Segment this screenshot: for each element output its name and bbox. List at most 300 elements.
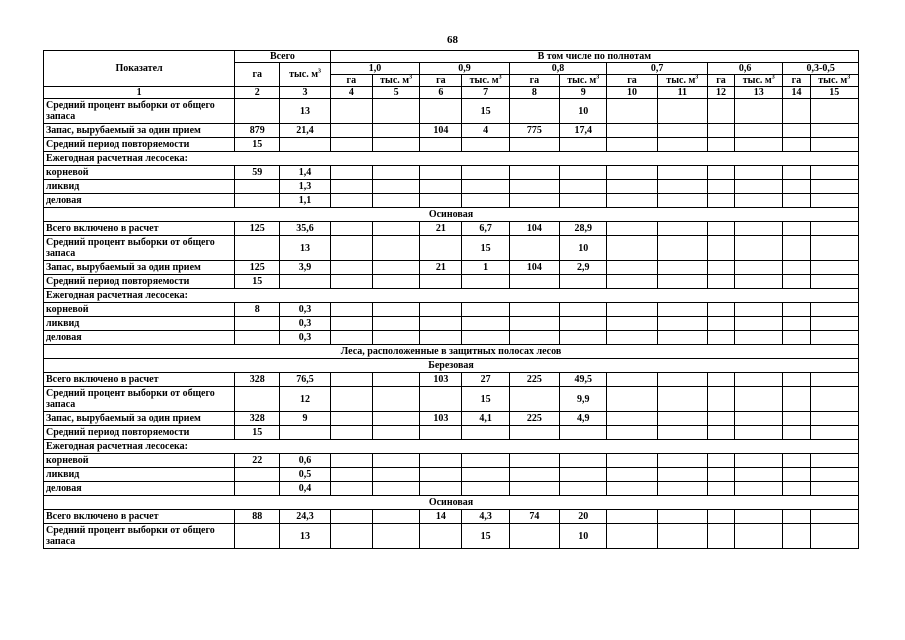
total-ha-header: га <box>235 63 280 87</box>
table-cell <box>607 468 657 482</box>
table-cell <box>372 482 419 496</box>
table-cell <box>607 331 657 345</box>
table-cell <box>607 426 657 440</box>
table-cell <box>657 331 707 345</box>
table-cell <box>330 524 372 549</box>
table-cell <box>235 331 280 345</box>
table-cell <box>607 236 657 261</box>
table-cell <box>509 482 559 496</box>
table-cell: 15 <box>235 138 280 152</box>
table-cell: 3,9 <box>280 261 330 275</box>
table-cell <box>607 387 657 412</box>
table-cell: 9,9 <box>560 387 607 412</box>
table-cell <box>657 412 707 426</box>
table-row <box>44 222 859 236</box>
table-cell <box>607 166 657 180</box>
table-cell: 20 <box>560 510 607 524</box>
table-cell <box>810 124 858 138</box>
table-cell <box>330 99 372 124</box>
table-cell <box>783 99 810 124</box>
table-cell <box>735 222 783 236</box>
column-number: 2 <box>235 87 280 99</box>
table-cell: 4,9 <box>560 412 607 426</box>
table-cell <box>607 412 657 426</box>
table-cell <box>330 166 372 180</box>
table-cell <box>810 194 858 208</box>
table-cell <box>235 482 280 496</box>
table-cell: 10 <box>560 524 607 549</box>
table-cell <box>509 331 559 345</box>
table-cell <box>509 166 559 180</box>
unit-ha-header: га <box>509 75 559 87</box>
table-cell <box>372 124 419 138</box>
table-cell <box>330 194 372 208</box>
table-cell <box>330 138 372 152</box>
table-cell <box>707 510 734 524</box>
table-cell: 14 <box>420 510 462 524</box>
table-cell <box>607 454 657 468</box>
table-cell <box>783 138 810 152</box>
column-number: 15 <box>810 87 858 99</box>
table-cell <box>810 426 858 440</box>
table-cell <box>607 303 657 317</box>
table-cell <box>509 303 559 317</box>
table-cell <box>560 426 607 440</box>
unit-m3-header: тыс. $м^3$ <box>657 75 707 87</box>
table-cell <box>330 331 372 345</box>
table-cell: 13 <box>280 236 330 261</box>
table-row <box>44 236 859 261</box>
table-cell <box>509 454 559 468</box>
table-cell: 74 <box>509 510 559 524</box>
table-cell <box>783 180 810 194</box>
table-cell: 104 <box>509 261 559 275</box>
table-cell <box>420 331 462 345</box>
table-cell <box>607 124 657 138</box>
table-cell <box>372 373 419 387</box>
table-cell: 35,6 <box>280 222 330 236</box>
column-number: 11 <box>657 87 707 99</box>
table-cell: 1,4 <box>280 166 330 180</box>
table-cell <box>607 194 657 208</box>
table-cell <box>810 236 858 261</box>
table-row <box>44 468 859 482</box>
row-label: Всего включено в расчет <box>44 373 235 387</box>
column-number: 13 <box>735 87 783 99</box>
table-cell <box>509 426 559 440</box>
table-cell <box>330 303 372 317</box>
section-title: Березовая <box>44 359 859 373</box>
table-row <box>44 331 859 345</box>
table-cell <box>707 373 734 387</box>
column-number: 4 <box>330 87 372 99</box>
table-cell <box>810 510 858 524</box>
table-cell <box>330 261 372 275</box>
table-cell: 328 <box>235 412 280 426</box>
table-cell <box>735 261 783 275</box>
table-row <box>44 124 859 138</box>
table-cell <box>462 303 509 317</box>
table-cell <box>810 222 858 236</box>
table-cell: 15 <box>235 426 280 440</box>
table-cell: 6,7 <box>462 222 509 236</box>
table-cell <box>607 482 657 496</box>
table-cell <box>372 524 419 549</box>
section-title: Леса, расположенные в защитных полосах лесов <box>44 345 859 359</box>
table-cell <box>810 387 858 412</box>
table-cell: 76,5 <box>280 373 330 387</box>
table-cell <box>810 138 858 152</box>
page-number: 68 <box>447 34 458 46</box>
header-row <box>44 51 859 63</box>
table-cell: 4,1 <box>462 412 509 426</box>
table-cell <box>420 303 462 317</box>
table-cell <box>810 261 858 275</box>
table-cell <box>235 468 280 482</box>
table-cell: 225 <box>509 412 559 426</box>
table-cell <box>707 236 734 261</box>
table-cell <box>657 261 707 275</box>
table-cell <box>810 99 858 124</box>
row-label: Запас, вырубаемый за один прием <box>44 261 235 275</box>
table-cell <box>810 482 858 496</box>
row-label: корневой <box>44 166 235 180</box>
row-label: Всего включено в расчет <box>44 222 235 236</box>
table-cell <box>810 166 858 180</box>
table-cell <box>607 524 657 549</box>
table-cell <box>420 166 462 180</box>
table-cell <box>509 387 559 412</box>
table-cell <box>420 138 462 152</box>
table-cell <box>372 236 419 261</box>
table-cell <box>560 180 607 194</box>
table-cell: 1,1 <box>280 194 330 208</box>
table-cell <box>783 426 810 440</box>
table-cell <box>707 275 734 289</box>
table-cell: 13 <box>280 524 330 549</box>
unit-m3-header: тыс. $м^3$ <box>372 75 419 87</box>
table-cell: 104 <box>420 124 462 138</box>
table-cell <box>707 124 734 138</box>
table-cell <box>607 275 657 289</box>
table-cell <box>735 468 783 482</box>
table-cell: 225 <box>509 373 559 387</box>
section-row <box>44 496 859 510</box>
table-cell <box>235 194 280 208</box>
table-cell <box>707 331 734 345</box>
table-cell <box>420 99 462 124</box>
column-number-row <box>44 87 859 99</box>
column-number: 8 <box>509 87 559 99</box>
table-row <box>44 99 859 124</box>
table-body <box>44 99 859 549</box>
table-cell <box>707 166 734 180</box>
table-cell <box>657 317 707 331</box>
table-cell <box>783 482 810 496</box>
table-cell <box>783 222 810 236</box>
table-cell: 125 <box>235 261 280 275</box>
table-row <box>44 412 859 426</box>
table-cell <box>330 510 372 524</box>
group-label: Ежегодная расчетная лесосека: <box>44 440 859 454</box>
table-cell <box>372 468 419 482</box>
table-cell <box>707 194 734 208</box>
table-cell <box>509 468 559 482</box>
table-cell <box>735 524 783 549</box>
table-row <box>44 510 859 524</box>
table-cell <box>707 482 734 496</box>
row-label: Средний период повторяемости <box>44 275 235 289</box>
table-cell <box>372 412 419 426</box>
table-cell <box>560 303 607 317</box>
density-header: 1,0 <box>330 63 420 75</box>
table-cell: 15 <box>462 236 509 261</box>
table-cell <box>735 387 783 412</box>
table-cell <box>560 482 607 496</box>
density-header: 0,7 <box>607 63 708 75</box>
table-cell <box>657 510 707 524</box>
table-cell <box>330 275 372 289</box>
table-cell <box>657 426 707 440</box>
column-number: 10 <box>607 87 657 99</box>
table-cell <box>420 524 462 549</box>
table-cell <box>657 524 707 549</box>
table-cell <box>372 454 419 468</box>
table-cell <box>783 124 810 138</box>
table-cell: 10 <box>560 99 607 124</box>
table-cell <box>735 275 783 289</box>
table-cell: 15 <box>235 275 280 289</box>
table-cell <box>810 412 858 426</box>
table-cell: 0,6 <box>280 454 330 468</box>
row-label: Средний процент выборки от общего запаса <box>44 387 235 412</box>
table-cell <box>707 468 734 482</box>
table-cell <box>735 331 783 345</box>
column-number: 14 <box>783 87 810 99</box>
table-cell: 1,3 <box>280 180 330 194</box>
table-cell: 12 <box>280 387 330 412</box>
table-cell <box>509 524 559 549</box>
table-cell: 4,3 <box>462 510 509 524</box>
table-cell <box>420 194 462 208</box>
row-label: ликвид <box>44 180 235 194</box>
row-label: Запас, вырубаемый за один прием <box>44 412 235 426</box>
table-cell: 9 <box>280 412 330 426</box>
by-density-header: В том числе по полнотам <box>330 51 858 63</box>
row-label: корневой <box>44 303 235 317</box>
table-cell <box>607 373 657 387</box>
table-cell <box>707 412 734 426</box>
table-cell <box>462 468 509 482</box>
table-cell <box>560 275 607 289</box>
table-cell <box>810 180 858 194</box>
table-cell <box>735 166 783 180</box>
table-row <box>44 303 859 317</box>
row-label: Запас, вырубаемый за один прием <box>44 124 235 138</box>
table-cell <box>330 426 372 440</box>
table-cell: 13 <box>280 99 330 124</box>
table-cell <box>280 275 330 289</box>
table-cell <box>810 524 858 549</box>
table-cell: 103 <box>420 373 462 387</box>
table-cell <box>330 236 372 261</box>
table-cell <box>372 166 419 180</box>
table-cell: 0,3 <box>280 303 330 317</box>
table-cell <box>783 510 810 524</box>
table-cell <box>372 510 419 524</box>
table-cell <box>560 194 607 208</box>
table-cell <box>657 194 707 208</box>
section-row <box>44 208 859 222</box>
table-cell <box>810 454 858 468</box>
table-cell <box>707 222 734 236</box>
table-cell <box>735 303 783 317</box>
table-cell <box>810 317 858 331</box>
table-cell <box>462 275 509 289</box>
table-cell <box>235 99 280 124</box>
column-number: 5 <box>372 87 419 99</box>
row-label: Средний процент выборки от общего запаса <box>44 524 235 549</box>
table-cell <box>783 412 810 426</box>
table-cell: 21 <box>420 222 462 236</box>
table-cell: 21 <box>420 261 462 275</box>
table-cell: 8 <box>235 303 280 317</box>
table-cell <box>462 180 509 194</box>
table-cell <box>707 99 734 124</box>
forest-allowance-table <box>43 50 859 549</box>
table-cell: 879 <box>235 124 280 138</box>
table-row <box>44 454 859 468</box>
table-cell <box>783 454 810 468</box>
table-cell <box>420 468 462 482</box>
row-label: Средний процент выборки от общего запаса <box>44 236 235 261</box>
section-row <box>44 359 859 373</box>
table-cell <box>783 331 810 345</box>
table-cell <box>707 303 734 317</box>
table-cell: 10 <box>560 236 607 261</box>
group-row <box>44 152 859 166</box>
table-cell <box>657 275 707 289</box>
table-cell <box>420 275 462 289</box>
table-cell <box>372 303 419 317</box>
table-cell <box>235 524 280 549</box>
table-cell <box>657 99 707 124</box>
table-cell <box>462 166 509 180</box>
column-number: 3 <box>280 87 330 99</box>
table-cell: 15 <box>462 524 509 549</box>
column-number: 1 <box>44 87 235 99</box>
table-cell: 0,5 <box>280 468 330 482</box>
table-cell <box>462 482 509 496</box>
table-row <box>44 387 859 412</box>
table-cell <box>657 468 707 482</box>
table-cell <box>607 99 657 124</box>
table-cell <box>810 468 858 482</box>
unit-ha-header: га <box>707 75 734 87</box>
table-cell: 4 <box>462 124 509 138</box>
table-cell <box>735 124 783 138</box>
table-cell <box>372 99 419 124</box>
table-cell <box>657 180 707 194</box>
table-cell <box>462 194 509 208</box>
table-cell <box>330 317 372 331</box>
table-cell <box>735 510 783 524</box>
table-cell <box>657 222 707 236</box>
table-cell <box>783 261 810 275</box>
table-cell <box>735 412 783 426</box>
table-cell: 59 <box>235 166 280 180</box>
row-label: деловая <box>44 482 235 496</box>
table-cell <box>560 138 607 152</box>
table-row <box>44 138 859 152</box>
table-cell <box>235 180 280 194</box>
table-cell <box>330 373 372 387</box>
table-cell <box>657 387 707 412</box>
table-cell <box>330 180 372 194</box>
table-cell <box>735 194 783 208</box>
table-cell <box>607 510 657 524</box>
table-cell <box>783 166 810 180</box>
total-m3-header: тыс. $м^3$ <box>280 63 330 87</box>
row-label: Всего включено в расчет <box>44 510 235 524</box>
table-cell <box>707 317 734 331</box>
table-row <box>44 275 859 289</box>
unit-m3-header: тыс. $м^3$ <box>735 75 783 87</box>
table-cell <box>509 317 559 331</box>
group-row <box>44 289 859 303</box>
table-cell: 125 <box>235 222 280 236</box>
table-cell <box>783 373 810 387</box>
group-row <box>44 440 859 454</box>
density-header: 0,6 <box>707 63 782 75</box>
table-cell <box>372 194 419 208</box>
table-row <box>44 180 859 194</box>
table-cell <box>657 236 707 261</box>
table-cell <box>420 482 462 496</box>
table-row <box>44 194 859 208</box>
table-cell <box>657 124 707 138</box>
row-label: ликвид <box>44 468 235 482</box>
unit-ha-header: га <box>420 75 462 87</box>
table-cell: 27 <box>462 373 509 387</box>
column-number: 12 <box>707 87 734 99</box>
table-cell <box>330 124 372 138</box>
table-cell <box>657 138 707 152</box>
table-cell <box>372 331 419 345</box>
table-cell <box>235 317 280 331</box>
table-cell <box>783 236 810 261</box>
table-cell <box>707 454 734 468</box>
table-cell <box>462 138 509 152</box>
table-cell <box>372 261 419 275</box>
table-cell <box>509 236 559 261</box>
table-cell <box>810 275 858 289</box>
table-cell <box>707 524 734 549</box>
table-cell: 15 <box>462 99 509 124</box>
table-cell <box>330 454 372 468</box>
table-cell <box>735 482 783 496</box>
table-cell <box>509 99 559 124</box>
table-cell <box>607 317 657 331</box>
table-cell <box>330 468 372 482</box>
table-cell <box>330 482 372 496</box>
table-cell <box>420 180 462 194</box>
table-row <box>44 482 859 496</box>
row-label: деловая <box>44 331 235 345</box>
indicator-header: Показател <box>44 51 235 87</box>
table-cell <box>560 317 607 331</box>
table-cell <box>560 468 607 482</box>
